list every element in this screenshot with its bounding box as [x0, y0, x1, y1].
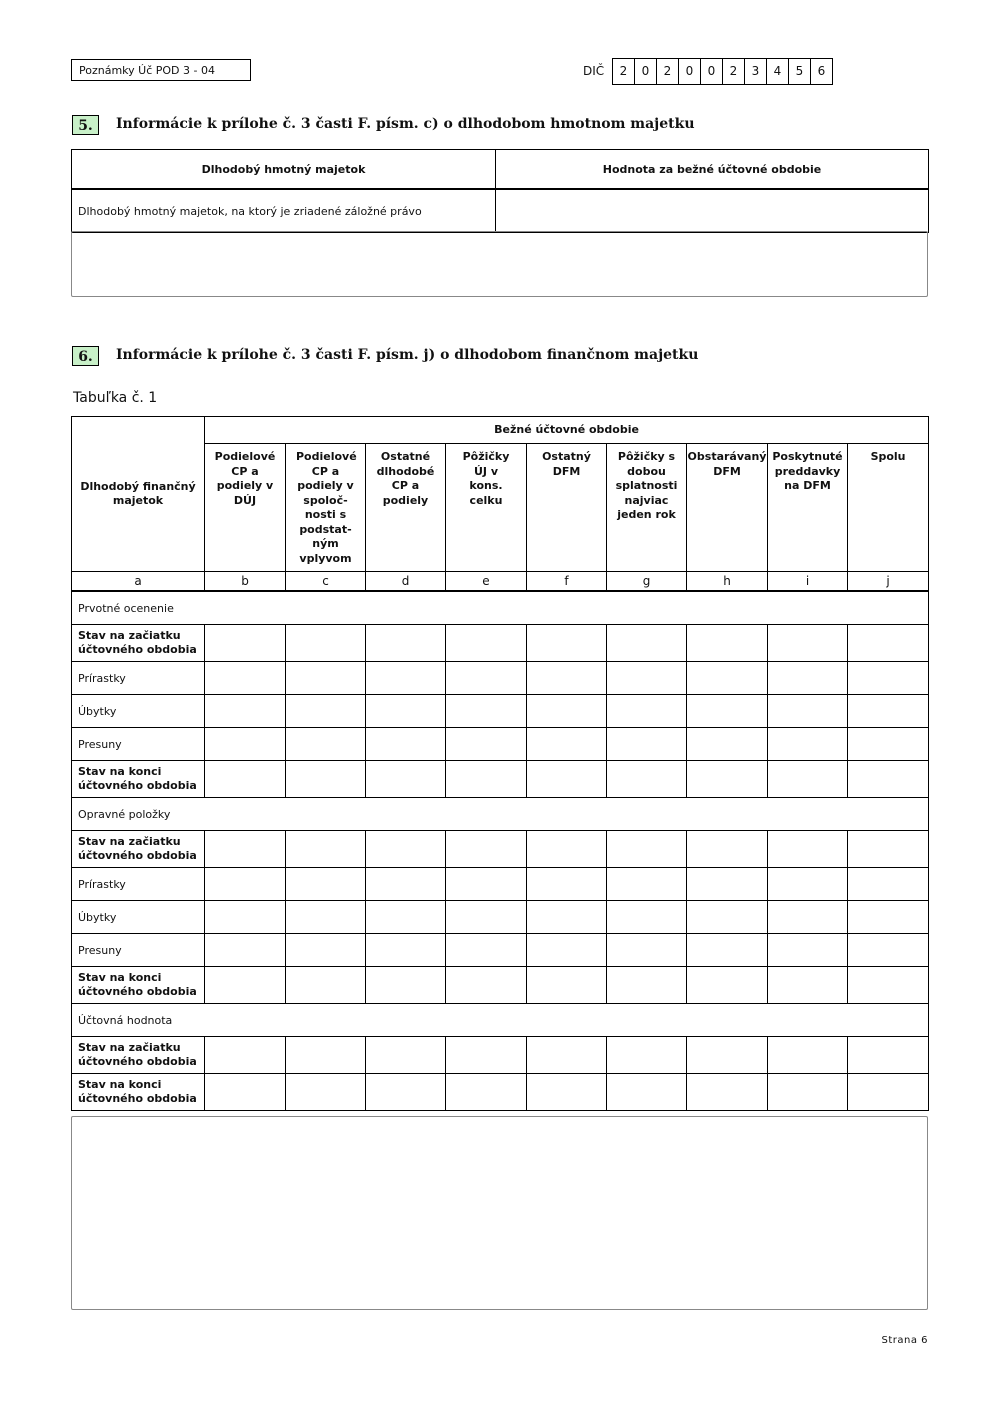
value-cell[interactable]	[848, 868, 929, 901]
value-cell[interactable]	[205, 868, 286, 901]
value-cell[interactable]	[446, 662, 527, 695]
col-header: Poskytnuté preddavky na DFM	[768, 444, 848, 572]
value-cell[interactable]	[286, 967, 366, 1004]
table-row	[72, 1037, 929, 1074]
value-cell[interactable]	[768, 868, 848, 901]
value-cell[interactable]	[205, 934, 286, 967]
value-cell[interactable]	[205, 662, 286, 695]
value-cell[interactable]	[848, 1037, 929, 1074]
group-row	[72, 798, 929, 831]
dic-digit: 0	[635, 59, 657, 84]
value-cell[interactable]	[848, 831, 929, 868]
value-cell[interactable]	[366, 1037, 446, 1074]
period-header: Bežné účtovné obdobie	[205, 417, 929, 444]
value-cell[interactable]	[286, 1074, 366, 1111]
col-letter: e	[446, 572, 527, 592]
value-cell[interactable]	[848, 625, 929, 662]
value-cell[interactable]	[527, 695, 607, 728]
s5-col-header: Hodnota za bežné účtovné obdobie	[496, 150, 929, 190]
value-cell[interactable]	[205, 625, 286, 662]
section6-notes-box[interactable]	[71, 1116, 928, 1310]
section5-number: 5.	[72, 115, 99, 135]
section5-notes-box[interactable]	[71, 231, 928, 297]
value-cell[interactable]	[527, 761, 607, 798]
value-cell[interactable]	[607, 761, 687, 798]
value-cell[interactable]	[286, 868, 366, 901]
row-label: Stav na konci účtovného obdobia	[72, 761, 205, 798]
value-cell[interactable]	[768, 761, 848, 798]
value-cell[interactable]	[687, 695, 768, 728]
row-label: Stav na začiatku účtovného obdobia	[72, 831, 205, 868]
value-cell[interactable]	[446, 1037, 527, 1074]
value-cell[interactable]	[607, 662, 687, 695]
value-cell[interactable]	[286, 728, 366, 761]
form-id-box: Poznámky Úč POD 3 - 04	[71, 59, 251, 81]
value-cell[interactable]	[366, 967, 446, 1004]
value-cell[interactable]	[768, 695, 848, 728]
row-label: Stav na začiatku účtovného obdobia	[72, 1037, 205, 1074]
dic-digit: 2	[723, 59, 745, 84]
dic-digit: 0	[679, 59, 701, 84]
table-row	[72, 934, 929, 967]
value-cell[interactable]	[286, 934, 366, 967]
value-cell[interactable]	[205, 728, 286, 761]
value-cell[interactable]	[205, 901, 286, 934]
value-cell[interactable]	[687, 662, 768, 695]
value-cell[interactable]	[527, 1074, 607, 1111]
dic-digit: 2	[657, 59, 679, 84]
s5-row-label: Dlhodobý hmotný majetok, na ktorý je zriadené záložné právo	[72, 189, 496, 233]
row-label: Stav na konci účtovného obdobia	[72, 1074, 205, 1111]
value-cell[interactable]	[527, 934, 607, 967]
row-label: Presuny	[72, 728, 205, 761]
value-cell[interactable]	[848, 1074, 929, 1111]
col-letter: c	[286, 572, 366, 592]
value-cell[interactable]	[286, 831, 366, 868]
s5-value-cell[interactable]	[496, 189, 929, 233]
table-row	[72, 625, 929, 662]
dic-digit: 4	[767, 59, 789, 84]
value-cell[interactable]	[768, 662, 848, 695]
table-row	[72, 728, 929, 761]
group-row	[72, 1004, 929, 1037]
value-cell[interactable]	[607, 868, 687, 901]
value-cell[interactable]	[607, 1037, 687, 1074]
row-label: Presuny	[72, 934, 205, 967]
value-cell[interactable]	[286, 1037, 366, 1074]
table-row	[72, 831, 929, 868]
value-cell[interactable]	[366, 901, 446, 934]
value-cell[interactable]	[366, 695, 446, 728]
value-cell[interactable]	[607, 1074, 687, 1111]
dic-field	[612, 58, 833, 85]
group-label: Účtovná hodnota	[72, 1004, 929, 1037]
col-header: Pôžičky ÚJ v kons. celku	[446, 444, 527, 572]
value-cell[interactable]	[527, 625, 607, 662]
value-cell[interactable]	[527, 728, 607, 761]
value-cell[interactable]	[446, 967, 527, 1004]
value-cell[interactable]	[768, 934, 848, 967]
dic-digit: 0	[701, 59, 723, 84]
col-letter: d	[366, 572, 446, 592]
group-label: Opravné položky	[72, 798, 929, 831]
value-cell[interactable]	[286, 695, 366, 728]
value-cell[interactable]	[446, 868, 527, 901]
dic-label: DIČ	[583, 64, 605, 78]
value-cell[interactable]	[446, 934, 527, 967]
dic-digit: 3	[745, 59, 767, 84]
value-cell[interactable]	[687, 761, 768, 798]
row-label: Stav na konci účtovného obdobia	[72, 967, 205, 1004]
value-cell[interactable]	[527, 831, 607, 868]
value-cell[interactable]	[205, 1037, 286, 1074]
value-cell[interactable]	[205, 967, 286, 1004]
section6-number: 6.	[72, 346, 99, 366]
col-header: Spolu	[848, 444, 929, 572]
first-col-header: Dlhodobý finančný majetok	[72, 417, 205, 572]
col-letter: b	[205, 572, 286, 592]
value-cell[interactable]	[607, 901, 687, 934]
value-cell[interactable]	[848, 901, 929, 934]
dic-digit: 5	[789, 59, 811, 84]
s5-col-header: Dlhodobý hmotný majetok	[72, 150, 496, 190]
value-cell[interactable]	[607, 728, 687, 761]
value-cell[interactable]	[366, 831, 446, 868]
value-cell[interactable]	[205, 1074, 286, 1111]
page-number: Strana 6	[881, 1335, 928, 1346]
value-cell[interactable]	[446, 901, 527, 934]
col-header: Ostatný DFM	[527, 444, 607, 572]
value-cell[interactable]	[768, 1037, 848, 1074]
group-row	[72, 591, 929, 625]
value-cell[interactable]	[687, 1074, 768, 1111]
value-cell[interactable]	[687, 868, 768, 901]
table-row	[72, 967, 929, 1004]
value-cell[interactable]	[768, 901, 848, 934]
value-cell[interactable]	[687, 831, 768, 868]
value-cell[interactable]	[446, 761, 527, 798]
value-cell[interactable]	[366, 934, 446, 967]
value-cell[interactable]	[446, 728, 527, 761]
value-cell[interactable]	[205, 695, 286, 728]
col-letter: h	[687, 572, 768, 592]
value-cell[interactable]	[205, 831, 286, 868]
row-label: Prírastky	[72, 868, 205, 901]
col-letter: j	[848, 572, 929, 592]
value-cell[interactable]	[527, 901, 607, 934]
value-cell[interactable]	[446, 831, 527, 868]
value-cell[interactable]	[687, 1037, 768, 1074]
row-label: Úbytky	[72, 901, 205, 934]
value-cell[interactable]	[607, 967, 687, 1004]
row-label: Prírastky	[72, 662, 205, 695]
value-cell[interactable]	[527, 868, 607, 901]
value-cell[interactable]	[768, 967, 848, 1004]
section5-title: Informácie k prílohe č. 3 časti F. písm. c) o dlhodobom hmotnom majetku	[116, 116, 695, 132]
value-cell[interactable]	[848, 662, 929, 695]
value-cell[interactable]	[607, 934, 687, 967]
col-letter: a	[72, 572, 205, 592]
value-cell[interactable]	[848, 761, 929, 798]
dic-digit: 2	[613, 59, 635, 84]
section6-title: Informácie k prílohe č. 3 časti F. písm. j) o dlhodobom finančnom majetku	[116, 347, 699, 363]
section6-table	[71, 416, 929, 1111]
value-cell[interactable]	[286, 901, 366, 934]
table-row	[72, 1074, 929, 1111]
dic-digit: 6	[811, 59, 833, 84]
row-label: Úbytky	[72, 695, 205, 728]
value-cell[interactable]	[527, 967, 607, 1004]
value-cell[interactable]	[286, 761, 366, 798]
value-cell[interactable]	[527, 662, 607, 695]
value-cell[interactable]	[366, 662, 446, 695]
value-cell[interactable]	[527, 1037, 607, 1074]
value-cell[interactable]	[607, 625, 687, 662]
table-row	[72, 901, 929, 934]
col-header: Podielové CP a podiely v DÚJ	[205, 444, 286, 572]
value-cell[interactable]	[848, 695, 929, 728]
value-cell[interactable]	[366, 625, 446, 662]
value-cell[interactable]	[366, 728, 446, 761]
value-cell[interactable]	[446, 625, 527, 662]
group-label: Prvotné ocenenie	[72, 591, 929, 625]
value-cell[interactable]	[366, 761, 446, 798]
value-cell[interactable]	[687, 901, 768, 934]
col-letter: f	[527, 572, 607, 592]
value-cell[interactable]	[607, 831, 687, 868]
value-cell[interactable]	[848, 934, 929, 967]
value-cell[interactable]	[205, 761, 286, 798]
value-cell[interactable]	[768, 625, 848, 662]
value-cell[interactable]	[286, 662, 366, 695]
value-cell[interactable]	[607, 695, 687, 728]
value-cell[interactable]	[768, 1074, 848, 1111]
col-header: Podielové CP a podiely v spoloč-nosti s podstat-ným vplyvom	[286, 444, 366, 572]
value-cell[interactable]	[687, 625, 768, 662]
col-letter: g	[607, 572, 687, 592]
col-header: Pôžičky s dobou splatnosti najviac jeden rok	[607, 444, 687, 572]
value-cell[interactable]	[446, 695, 527, 728]
section5-table	[71, 149, 929, 233]
row-label: Stav na začiatku účtovného obdobia	[72, 625, 205, 662]
col-header: Obstarávaný DFM	[687, 444, 768, 572]
col-letter: i	[768, 572, 848, 592]
value-cell[interactable]	[687, 967, 768, 1004]
value-cell[interactable]	[687, 934, 768, 967]
table-row	[72, 662, 929, 695]
value-cell[interactable]	[446, 1074, 527, 1111]
value-cell[interactable]	[768, 831, 848, 868]
value-cell[interactable]	[687, 728, 768, 761]
value-cell[interactable]	[768, 728, 848, 761]
table-label: Tabuľka č. 1	[73, 390, 158, 406]
col-header: Ostatné dlhodobé CP a podiely	[366, 444, 446, 572]
table-row	[72, 868, 929, 901]
value-cell[interactable]	[848, 967, 929, 1004]
value-cell[interactable]	[366, 868, 446, 901]
value-cell[interactable]	[286, 625, 366, 662]
table-row	[72, 695, 929, 728]
value-cell[interactable]	[366, 1074, 446, 1111]
value-cell[interactable]	[848, 728, 929, 761]
table-row	[72, 761, 929, 798]
